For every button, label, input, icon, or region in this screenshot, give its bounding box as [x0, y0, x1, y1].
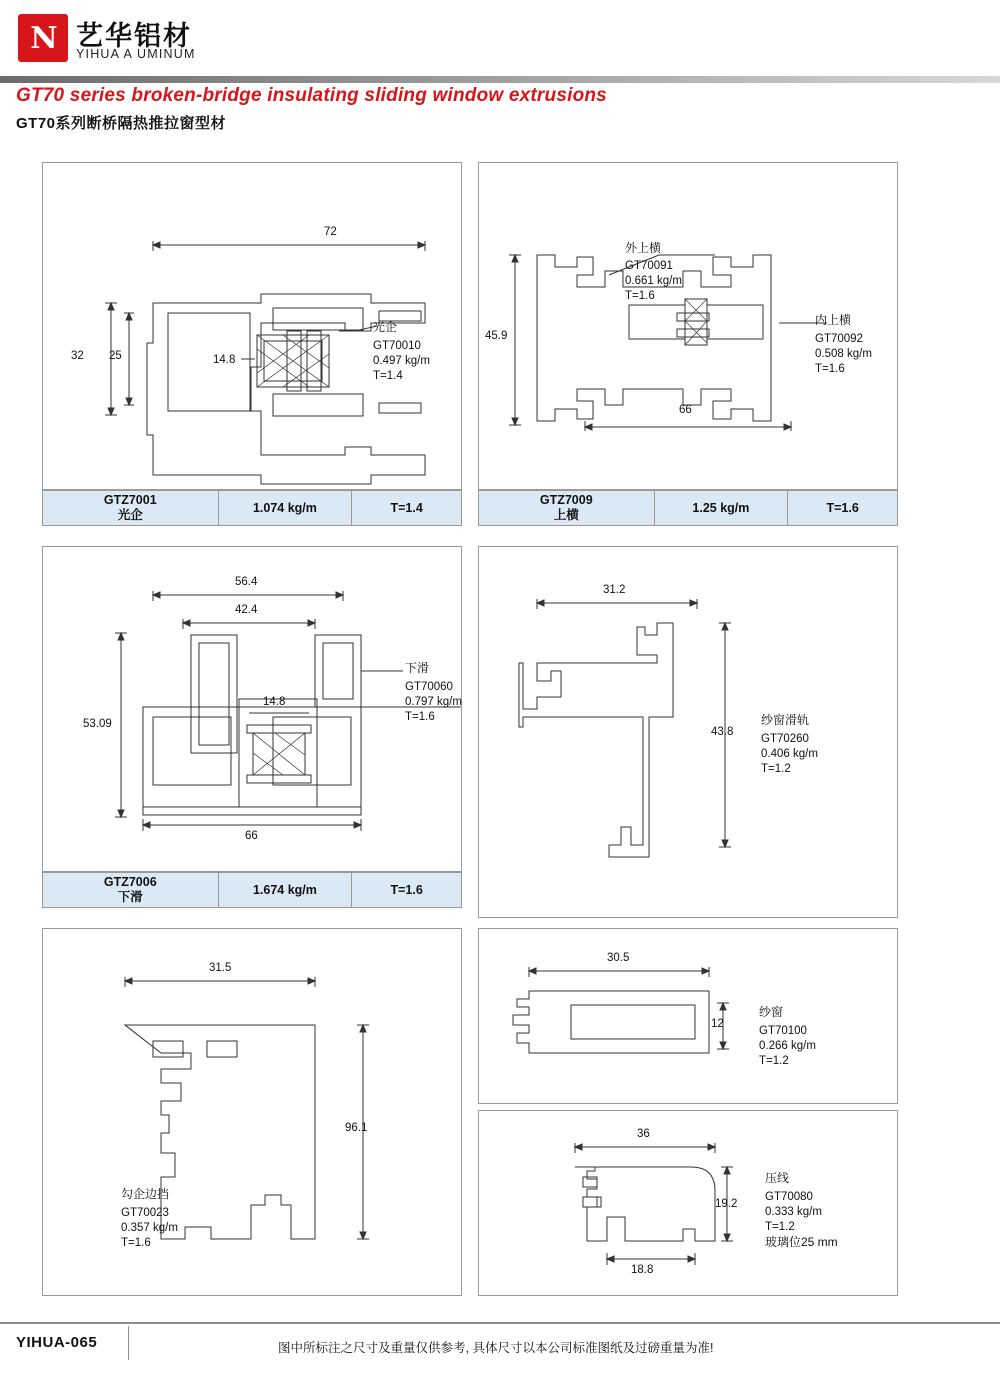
- dim-12: 12: [711, 1018, 724, 1030]
- profile-panel-gt70023: [42, 928, 462, 1296]
- callout-name-gt70010: 光企: [373, 320, 398, 334]
- dim-14-8: 14.8: [213, 354, 236, 366]
- dim-36: 36: [637, 1128, 650, 1140]
- footer-divider: [0, 1322, 1000, 1324]
- spec-code-cell: [479, 491, 655, 525]
- leader-line-gt70010: [339, 323, 379, 333]
- callout-thickness-gt70091: T=1.6: [625, 290, 655, 302]
- callout-thickness-gt70023: T=1.6: [121, 1237, 151, 1249]
- spec-weight: 1.674 kg/m: [219, 873, 353, 907]
- page-code: YIHUA-065: [16, 1334, 98, 1351]
- callout-weight-gt70092: 0.508 kg/m: [815, 348, 872, 360]
- dim-19-2: 19.2: [715, 1198, 738, 1210]
- spec-thickness: T=1.4: [390, 501, 423, 515]
- footer-vertical-divider: [128, 1326, 129, 1360]
- dim-30-5: 30.5: [607, 952, 630, 964]
- dim-31-2: 31.2: [603, 584, 626, 596]
- profile-panel-gt70080: [478, 1110, 898, 1296]
- profile-panel-gtz7001: [42, 162, 462, 490]
- brand-name-cn: 艺华铝材: [76, 21, 192, 51]
- dim-43-8: 43.8: [711, 726, 734, 738]
- dim-18-8: 18.8: [631, 1264, 654, 1276]
- spec-bar-gtz7009: [478, 490, 898, 526]
- callout-thickness-gt70100: T=1.2: [759, 1055, 789, 1067]
- spec-bar-gtz7001: [42, 490, 462, 526]
- dim-53-09: 53.09: [83, 718, 112, 730]
- dim-25: 25: [109, 350, 122, 362]
- spec-name-cn: 光企: [117, 508, 143, 522]
- spec-bar-gtz7006: [42, 872, 462, 908]
- dim-96-1: 96.1: [345, 1122, 368, 1134]
- callout-code-gt70092: GT70092: [815, 333, 863, 345]
- dim-56-4: 56.4: [235, 576, 258, 588]
- callout-code-gt70100: GT70100: [759, 1025, 807, 1037]
- callout-code-gt70080: GT70080: [765, 1191, 813, 1203]
- callout-name-gt70023: 勾企边挡: [121, 1187, 170, 1201]
- callout-thickness-gt70092: T=1.6: [815, 363, 845, 375]
- spec-name-cn: 下滑: [117, 890, 143, 904]
- dim-66: 66: [679, 404, 692, 416]
- callout-thickness-gt70080: T=1.2: [765, 1221, 795, 1233]
- spec-weight: 1.25 kg/m: [655, 491, 789, 525]
- profile-panel-gt70100: [478, 928, 898, 1104]
- page-title-cn: GT70系列断桥隔热推拉窗型材: [16, 115, 227, 132]
- profile-drawing-gt70260: [479, 547, 897, 917]
- page-header: [0, 0, 1000, 78]
- callout-name-gt70080: 压线: [765, 1171, 790, 1185]
- dim-31-5: 31.5: [209, 962, 232, 974]
- callout-weight-gt70091: 0.661 kg/m: [625, 275, 682, 287]
- callout-weight-gt70080: 0.333 kg/m: [765, 1206, 822, 1218]
- dim-14-8: 14.8: [263, 696, 286, 708]
- callout-weight-gt70060: 0.797 kg/m: [405, 696, 462, 708]
- callout-code-gt70260: GT70260: [761, 733, 809, 745]
- spec-name-cn: 上横: [553, 508, 579, 522]
- callout-thickness-gt70010: T=1.4: [373, 370, 403, 382]
- profile-drawing-gt70100: [479, 929, 897, 1103]
- profile-drawing-gtz7006: [43, 547, 461, 871]
- spec-weight: 1.074 kg/m: [219, 491, 353, 525]
- dim-42-4: 42.4: [235, 604, 258, 616]
- callout-code-gt70023: GT70023: [121, 1207, 169, 1219]
- callout-code-gt70010: GT70010: [373, 340, 421, 352]
- spec-code: GTZ7006: [103, 875, 157, 889]
- spec-code-cell: [43, 491, 219, 525]
- footer-note: 图中所标注之尺寸及重量仅供参考, 具体尺寸以本公司标准图纸及过磅重量为准!: [278, 1341, 714, 1355]
- callout-name-gt70060: 下滑: [405, 661, 430, 675]
- callout-weight-gt70100: 0.266 kg/m: [759, 1040, 816, 1052]
- callout-thickness-gt70060: T=1.6: [405, 711, 435, 723]
- callout-extra-gt70080: 玻璃位25 mm: [765, 1235, 838, 1249]
- callout-name-gt70260: 纱窗滑轨: [761, 713, 810, 727]
- callout-name-gt70100: 纱窗: [759, 1005, 784, 1019]
- profile-panel-gtz7006: [42, 546, 462, 872]
- profile-drawing-gtz7001: [43, 163, 461, 489]
- spec-code-cell: [43, 873, 219, 907]
- brand-logo-icon: N: [18, 14, 68, 62]
- spec-code: GTZ7001: [103, 493, 157, 507]
- spec-thickness: T=1.6: [826, 501, 859, 515]
- callout-weight-gt70023: 0.357 kg/m: [121, 1222, 178, 1234]
- profile-drawing-gt70080: [479, 1111, 897, 1295]
- callout-thickness-gt70260: T=1.2: [761, 763, 791, 775]
- page-title-en: GT70 series broken-bridge insulating sliding window extrusions: [16, 85, 607, 106]
- callout-weight-gt70010: 0.497 kg/m: [373, 355, 430, 367]
- dim-66: 66: [245, 830, 258, 842]
- dim-32: 32: [71, 350, 84, 362]
- callout-weight-gt70260: 0.406 kg/m: [761, 748, 818, 760]
- callout-code-gt70091: GT70091: [625, 260, 673, 272]
- profile-panel-gt70260: [478, 546, 898, 918]
- spec-thickness: T=1.6: [390, 883, 423, 897]
- brand-name-en: YIHUA A UMINUM: [76, 47, 196, 61]
- header-divider: [0, 76, 1000, 83]
- profile-drawing-gt70023: [43, 929, 461, 1295]
- dim-72: 72: [324, 226, 337, 238]
- spec-code: GTZ7009: [539, 493, 593, 507]
- callout-name-gt70092: 内上横: [815, 313, 852, 327]
- dim-45-9: 45.9: [485, 330, 508, 342]
- callout-code-gt70060: GT70060: [405, 681, 453, 693]
- callout-name-gt70091: 外上横: [625, 241, 662, 255]
- profile-panel-gtz7009: [478, 162, 898, 490]
